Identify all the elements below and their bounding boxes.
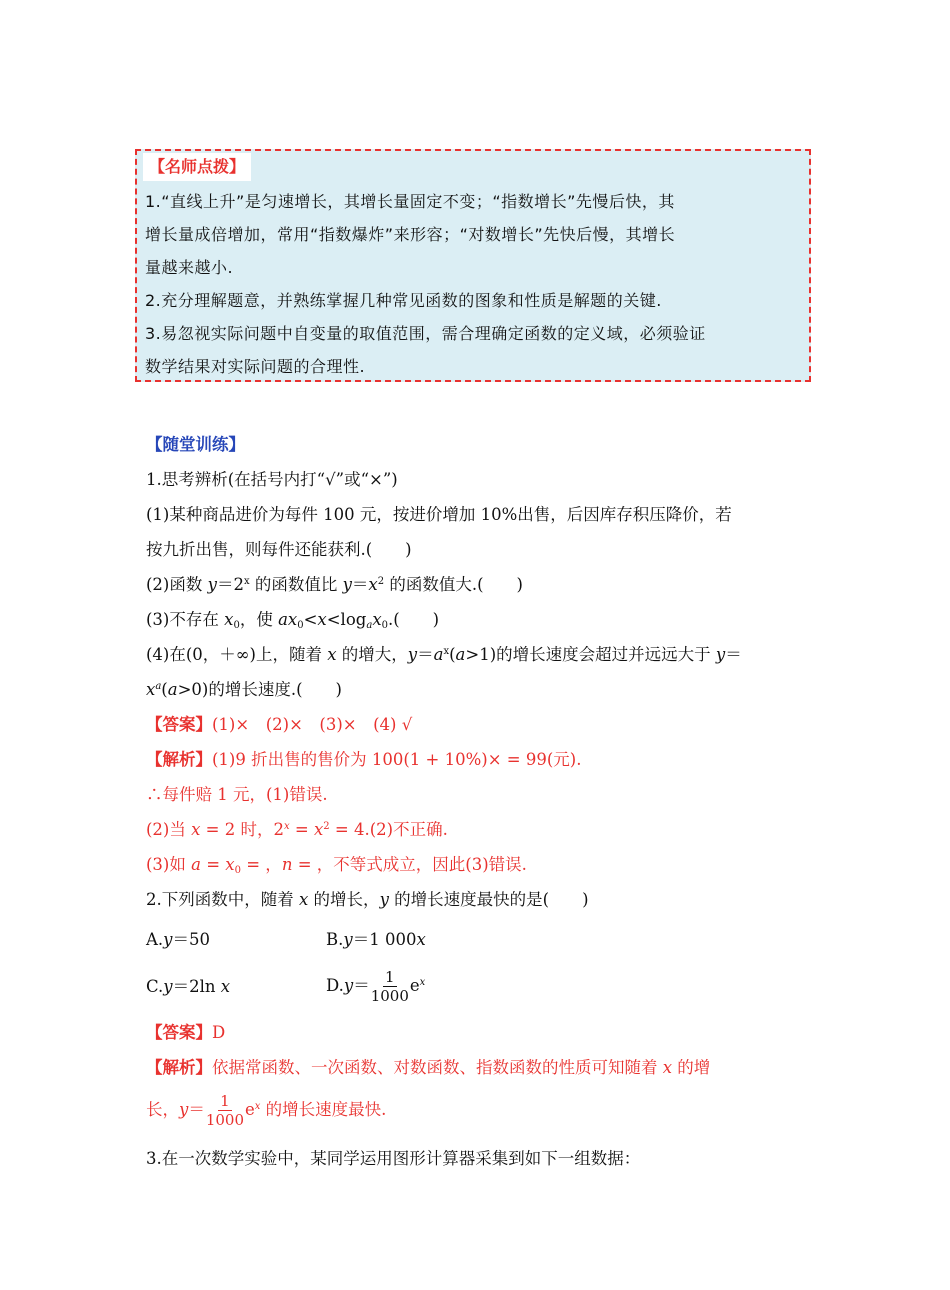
q1-statement-4a: (4)在(0，＋∞)上，随着 x 的增大，$y=a^x(a>1)$的增长速度会超过并远远大于 y＝ bbox=[146, 645, 742, 664]
section-title: 【随堂训练】 bbox=[146, 435, 245, 454]
q2-options-row-2 bbox=[146, 961, 806, 1011]
question-3-stem: 3.在一次数学实验中，某同学运用图形计算器采集到如下一组数据： bbox=[146, 1149, 641, 1168]
q1-analysis-2: ∴每件赔 1 元，(1)错误. bbox=[146, 785, 328, 804]
question-2-stem: 2.下列函数中，随着 x 的增长，y 的增长速度最快的是( ) bbox=[146, 890, 589, 909]
tip-title: 【名师点拨】 bbox=[143, 153, 251, 181]
q2-analysis-2: 长，y＝ $\frac{1}{1000}$ $e^x$ 的增长速度最快. bbox=[146, 1092, 387, 1129]
tip-line: 3.易忽视实际问题中自变量的取值范围，需合理确定函数的定义域，必须验证 bbox=[145, 324, 706, 343]
q1-statement-1a: (1)某种商品进价为每件 100 元，按进价增加 10%出售，后因库存积压降价，若 bbox=[146, 505, 732, 524]
q1-answer: 【答案】(1)× (2)× (3)× (4) √ bbox=[146, 715, 413, 734]
q1-statement-2: (2)函数 $y=2^x$ 的函数值比 $y=x^2$ 的函数值大.( ) bbox=[146, 575, 523, 594]
tip-body bbox=[145, 185, 801, 383]
q1-analysis-4: (3)如 $a = x_0$ = ，n = ，不等式成立，因此(3)错误. bbox=[146, 855, 527, 876]
q1-statement-4b: $x^a(a>0)$的增长速度.( ) bbox=[146, 680, 342, 699]
tip-line: 数学结果对实际问题的合理性. bbox=[145, 357, 366, 376]
q1-statement-1b: 按九折出售，则每件还能获利.( ) bbox=[146, 540, 412, 559]
tip-line: 1.“直线上升”是匀速增长，其增长量固定不变；“指数增长”先慢后快，其 bbox=[145, 192, 675, 211]
tip-line: 2.充分理解题意，并熟练掌握几种常见函数的图象和性质是解题的关键. bbox=[145, 291, 662, 310]
question-1-stem: 1.思考辨析(在括号内打“√”或“×”) bbox=[146, 470, 398, 489]
q2-option-c: C.y＝2ln x bbox=[146, 976, 231, 996]
tip-line: 量越来越小. bbox=[145, 258, 234, 277]
training-section bbox=[146, 427, 806, 1176]
q2-option-a: A.y＝50 bbox=[146, 929, 210, 949]
q2-option-b: B.y＝1 000x bbox=[326, 929, 426, 949]
q2-answer: 【答案】D bbox=[146, 1023, 226, 1042]
q2-option-d: D.y＝ $\frac{1}{1000}$ $e^x$ bbox=[326, 967, 426, 1005]
tip-box bbox=[135, 149, 811, 382]
q1-analysis-3: (2)当 x = 2 时，$2^x = x^2 = 4.(2)$不正确. bbox=[146, 820, 448, 839]
fraction: $\frac{1}{1000}$ bbox=[370, 967, 409, 1005]
fraction: $\frac{1}{1000}$ bbox=[205, 1092, 245, 1129]
q2-analysis-1: 【解析】依据常函数、一次函数、对数函数、指数函数的性质可知随着 x 的增 bbox=[146, 1058, 711, 1077]
q2-options-row-1 bbox=[146, 917, 806, 961]
q1-analysis-1: 【解析】(1)9 折出售的售价为 100(1 + 10%)× = 99(元). bbox=[146, 750, 582, 769]
tip-line: 增长量成倍增加，常用“指数爆炸”来形容；“对数增长”先快后慢，其增长 bbox=[145, 225, 676, 244]
q1-statement-3: (3)不存在 $x_0$，使 $ax_0<x<\log_ax_0$.( ) bbox=[146, 610, 440, 631]
